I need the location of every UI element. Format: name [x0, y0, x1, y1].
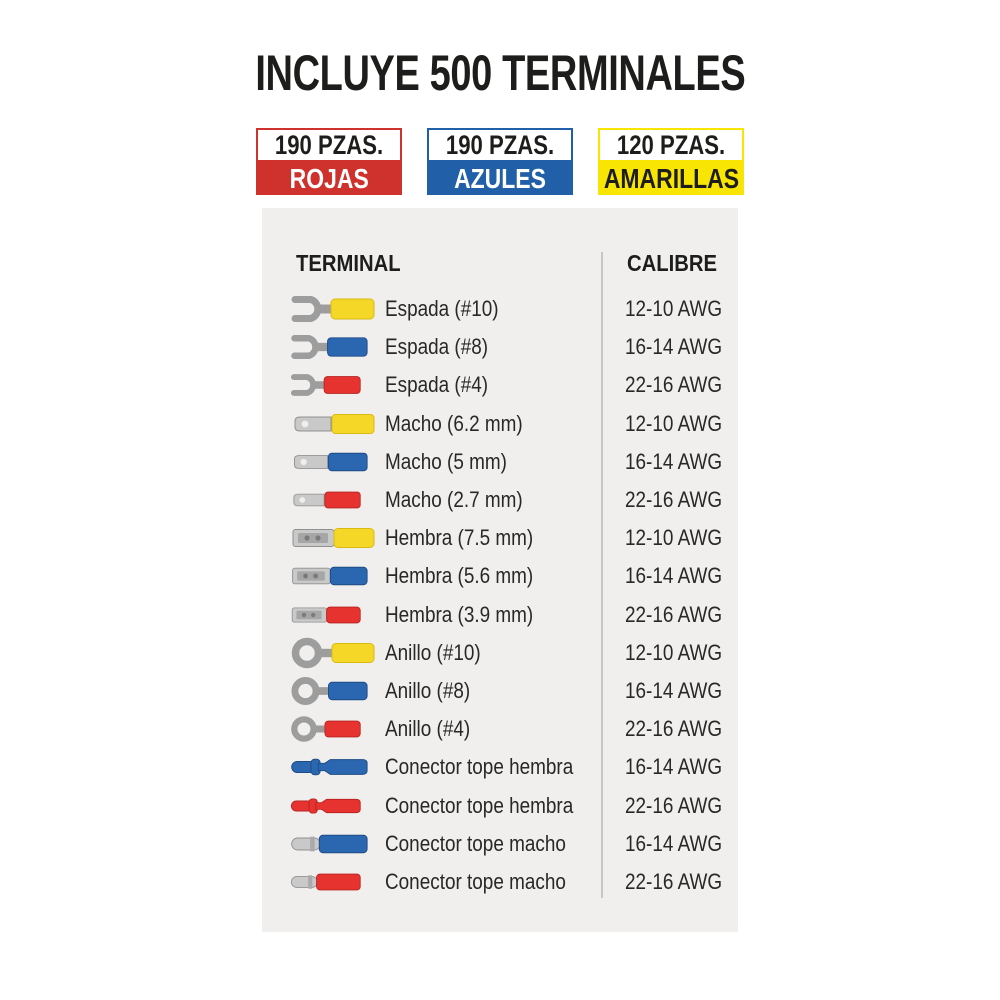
terminal-name: Macho (2.7 mm)	[385, 487, 523, 513]
badge-rojas-count: 190 PZAS.	[256, 128, 402, 162]
badge-azules-count: 190 PZAS.	[427, 128, 573, 162]
table-row	[262, 405, 738, 443]
table-row	[262, 596, 738, 634]
column-header-calibre: CALIBRE	[627, 250, 717, 276]
table-row	[262, 748, 738, 786]
terminal-name: Espada (#4)	[385, 372, 489, 398]
terminal-gauge: 22-16 AWG	[625, 487, 723, 513]
column-header-terminal: TERMINAL	[296, 250, 401, 276]
terminal-table-panel	[262, 208, 738, 932]
table-row	[262, 443, 738, 481]
badge-rojas	[256, 128, 402, 195]
terminal-name: Conector tope hembra	[385, 792, 574, 818]
tope-hembra-terminal-icon	[288, 789, 385, 823]
terminal-gauge: 22-16 AWG	[625, 716, 723, 742]
terminal-name: Conector tope macho	[385, 830, 566, 856]
badges-row	[0, 128, 1000, 195]
table-row	[262, 557, 738, 595]
badge-amarillas-count: 120 PZAS.	[598, 128, 744, 162]
terminal-gauge: 16-14 AWG	[625, 334, 723, 360]
badge-amarillas	[598, 128, 744, 195]
table-row	[262, 290, 738, 328]
badge-azules-label: AZULES	[427, 162, 573, 195]
espada-terminal-icon	[288, 292, 385, 326]
table-row	[262, 519, 738, 557]
macho-terminal-icon	[288, 483, 385, 517]
table-row	[262, 710, 738, 748]
hembra-terminal-icon	[288, 559, 385, 593]
terminal-name: Macho (6.2 mm)	[385, 410, 523, 436]
terminal-gauge: 16-14 AWG	[625, 830, 723, 856]
terminal-name: Anillo (#10)	[385, 639, 481, 665]
terminal-name: Anillo (#8)	[385, 677, 471, 703]
badge-amarillas-label: AMARILLAS	[598, 162, 744, 195]
terminal-gauge: 12-10 AWG	[625, 410, 723, 436]
terminal-gauge: 12-10 AWG	[625, 296, 723, 322]
terminal-gauge: 22-16 AWG	[625, 372, 723, 398]
terminal-gauge: 22-16 AWG	[625, 868, 723, 894]
terminal-name: Anillo (#4)	[385, 716, 471, 742]
hembra-terminal-icon	[288, 521, 385, 555]
table-row	[262, 672, 738, 710]
terminal-table-body	[262, 290, 738, 901]
table-row	[262, 328, 738, 366]
espada-terminal-icon	[288, 368, 385, 402]
espada-terminal-icon	[288, 330, 385, 364]
terminal-name: Conector tope macho	[385, 868, 566, 894]
badge-rojas-label: ROJAS	[256, 162, 402, 195]
terminal-gauge: 16-14 AWG	[625, 754, 723, 780]
terminal-gauge: 16-14 AWG	[625, 563, 723, 589]
anillo-terminal-icon	[288, 636, 385, 670]
anillo-terminal-icon	[288, 674, 385, 708]
table-row	[262, 481, 738, 519]
table-row	[262, 634, 738, 672]
table-row	[262, 786, 738, 824]
terminal-gauge: 16-14 AWG	[625, 448, 723, 474]
page-title-text: INCLUYE 500 TERMINALES	[255, 45, 745, 101]
tope-macho-terminal-icon	[288, 865, 385, 899]
macho-terminal-icon	[288, 407, 385, 441]
terminal-name: Espada (#8)	[385, 334, 489, 360]
table-row	[262, 863, 738, 901]
macho-terminal-icon	[288, 445, 385, 479]
terminal-gauge: 22-16 AWG	[625, 792, 723, 818]
terminal-gauge: 12-10 AWG	[625, 525, 723, 551]
table-header	[262, 250, 738, 280]
anillo-terminal-icon	[288, 712, 385, 746]
terminal-gauge: 22-16 AWG	[625, 601, 723, 627]
page-title	[0, 44, 1000, 102]
terminal-name: Macho (5 mm)	[385, 448, 507, 474]
table-row	[262, 825, 738, 863]
tope-macho-terminal-icon	[288, 827, 385, 861]
terminal-gauge: 16-14 AWG	[625, 677, 723, 703]
terminal-name: Hembra (7.5 mm)	[385, 525, 534, 551]
terminal-name: Hembra (3.9 mm)	[385, 601, 534, 627]
terminal-gauge: 12-10 AWG	[625, 639, 723, 665]
terminal-name: Conector tope hembra	[385, 754, 574, 780]
hembra-terminal-icon	[288, 598, 385, 632]
terminal-name: Espada (#10)	[385, 296, 499, 322]
table-row	[262, 366, 738, 404]
terminal-name: Hembra (5.6 mm)	[385, 563, 534, 589]
tope-hembra-terminal-icon	[288, 750, 385, 784]
badge-azules	[427, 128, 573, 195]
